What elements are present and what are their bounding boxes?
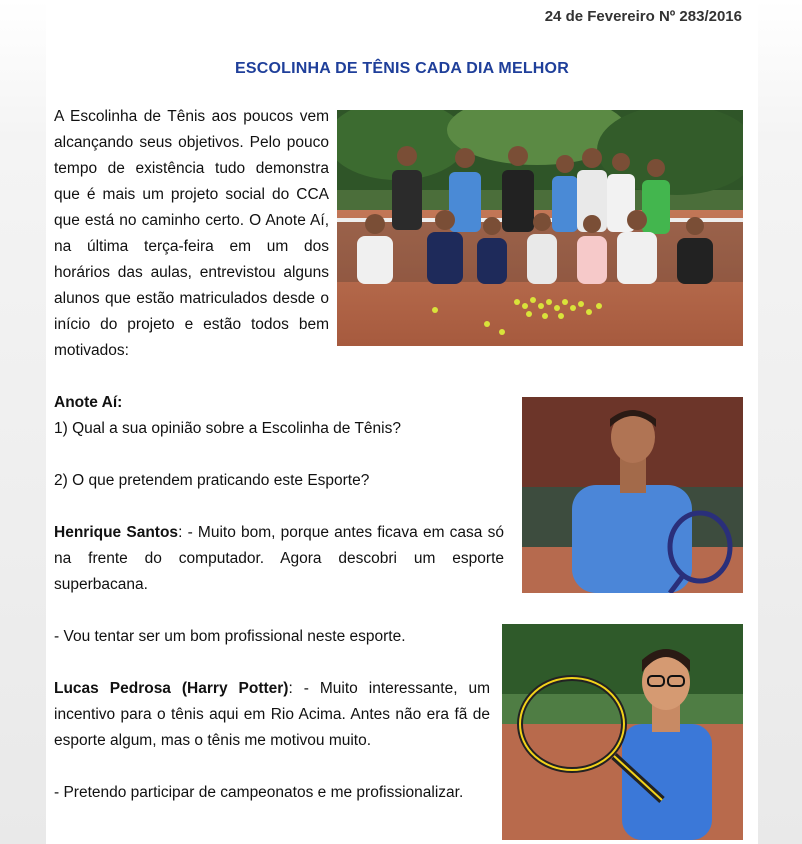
page-background-left — [0, 0, 46, 844]
group-photo-image — [337, 110, 743, 346]
answer-lucas-2: - Pretendo participar de campeonatos e me profissionalizar. — [54, 784, 464, 801]
answer-text: : - Muito bom, porque antes ficava em casa só na frente do computador. Agora descobri um esporte superbacana. — [54, 524, 504, 593]
henrique-photo — [522, 397, 743, 593]
answer-lucas — [54, 676, 490, 754]
issue-date: 24 de Fevereiro Nº 283/2016 — [544, 8, 742, 25]
interviewee-name: Lucas Pedrosa (Harry Potter) — [54, 680, 289, 697]
lucas-photo — [502, 624, 743, 840]
answer-text: : - Muito interessante, um incentivo para o tênis aqui em Rio Acima. Antes não era fã de esporte algum, mas o tênis me motivou muito. — [54, 680, 491, 749]
interview-section — [54, 390, 504, 806]
article-title: ESCOLINHA DE TÊNIS CADA DIA MELHOR — [235, 60, 569, 77]
group-photo — [337, 110, 743, 346]
henrique-photo-image — [522, 397, 743, 593]
newsletter-page — [46, 0, 758, 844]
page-background-right — [758, 0, 802, 844]
interviewer-label: Anote Aí: — [54, 394, 123, 411]
interviewee-name: Henrique Santos — [54, 524, 179, 541]
question-2: 2) O que pretendem praticando este Esporte? — [54, 472, 370, 489]
answer-henrique-2: - Vou tentar ser um bom profissional neste esporte. — [54, 628, 406, 645]
lucas-photo-image — [502, 624, 743, 840]
answer-henrique — [54, 520, 504, 598]
intro-paragraph: A Escolinha de Tênis aos poucos vem alcançando seus objetivos. Pelo pouco tempo de existência tudo demonstra que é mais um projeto social do CCA que está no caminho certo. O Anote Aí, na última terça-feira em um dos horários das aulas, entrevistou alguns alunos que estão matriculados desde o início do projeto e estão todos bem motivados: — [54, 108, 329, 359]
question-1: 1) Qual a sua opinião sobre a Escolinha de Tênis? — [54, 420, 401, 437]
